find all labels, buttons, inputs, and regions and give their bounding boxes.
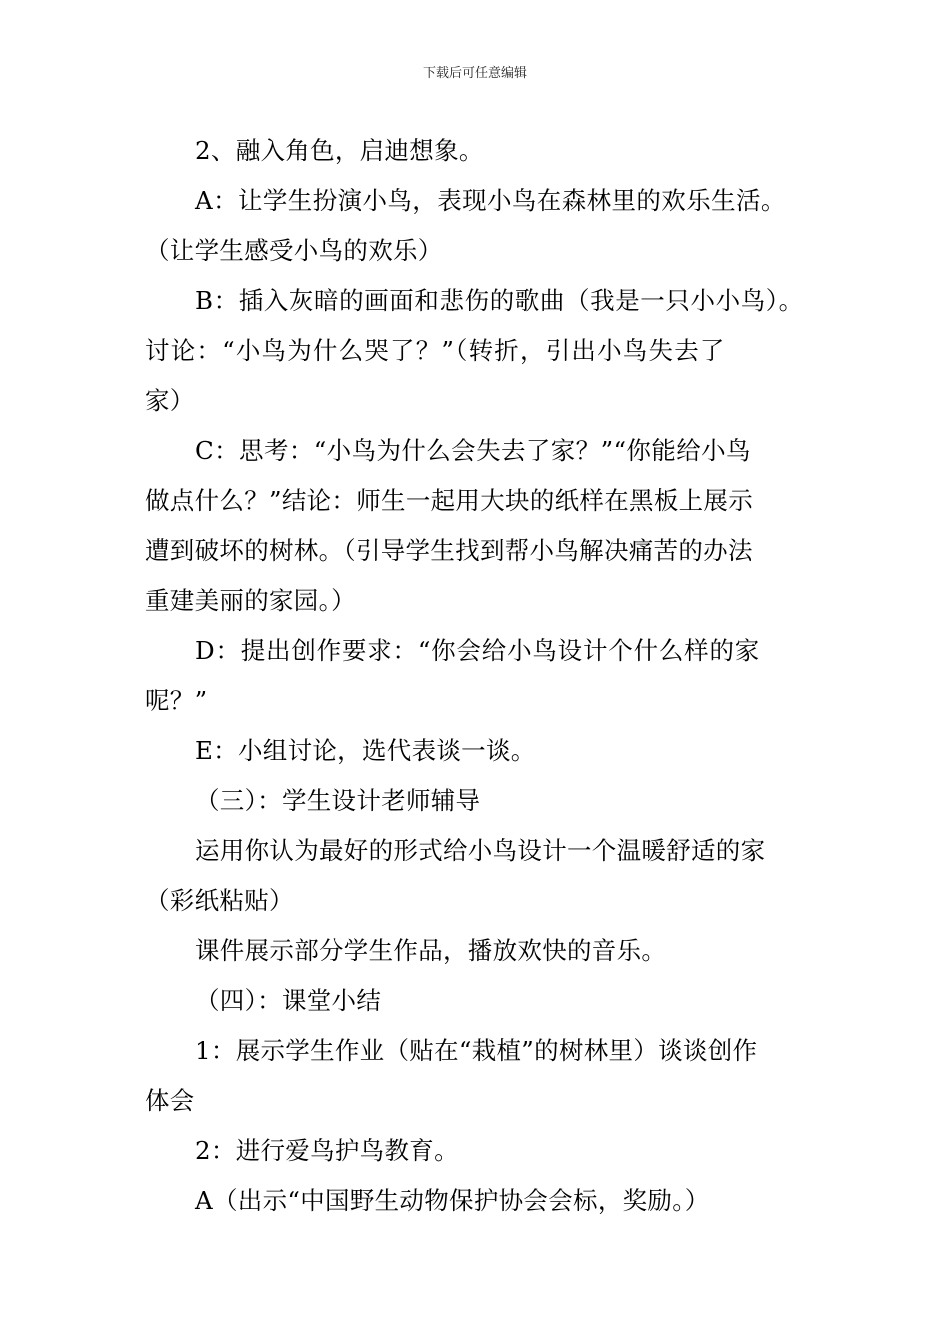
text-line-13: E：小组讨论，选代表谈一谈。 — [195, 736, 536, 765]
text-line-17: 课件展示部分学生作品，播放欢快的音乐。 — [195, 936, 667, 965]
text-line-15: 运用你认为最好的形式给小鸟设计一个温暖舒适的家 — [195, 836, 766, 865]
text-line-21: 2：进行爱鸟护鸟教育。 — [195, 1136, 459, 1165]
text-line-1: 2、融入角色，启迪想象。 — [195, 136, 484, 165]
text-line-18: （四）：课堂小结 — [195, 986, 382, 1015]
text-line-5: 讨论：“小鸟为什么哭了？”（转折，引出小鸟失去了 — [145, 336, 726, 365]
text-line-12: 呢？” — [145, 686, 208, 715]
page-header: 下载后可任意编辑 — [422, 66, 527, 81]
text-line-19: 1：展示学生作业（贴在“栽植”的树林里）谈谈创作 — [195, 1036, 758, 1065]
text-line-11: D：提出创作要求：“你会给小鸟设计个什么样的家 — [195, 636, 761, 665]
text-line-7: C：思考：“小鸟为什么会失去了家？”“你能给小鸟 — [195, 436, 751, 465]
text-line-3: （让学生感受小鸟的欢乐） — [145, 236, 443, 265]
text-line-16: （彩纸粘贴） — [145, 886, 294, 915]
text-line-9: 遭到破坏的树林。（引导学生找到帮小鸟解决痛苦的办法 — [145, 536, 753, 565]
text-line-14: （三）：学生设计老师辅导 — [195, 786, 481, 815]
text-line-8: 做点什么？”结论：师生一起用大块的纸样在黑板上展示 — [145, 486, 754, 515]
text-line-22: A（出示“中国野生动物保护协会会标，奖励。） — [195, 1186, 710, 1215]
text-line-20: 体会 — [145, 1086, 195, 1115]
text-line-4: B：插入灰暗的画面和悲伤的歌曲（我是一只小小鸟）。 — [195, 286, 804, 315]
text-line-6: 家） — [145, 386, 195, 415]
text-line-2: A：让学生扮演小鸟，表现小鸟在森林里的欢乐生活。 — [195, 186, 786, 215]
text-line-10: 重建美丽的家园。） — [145, 586, 356, 615]
